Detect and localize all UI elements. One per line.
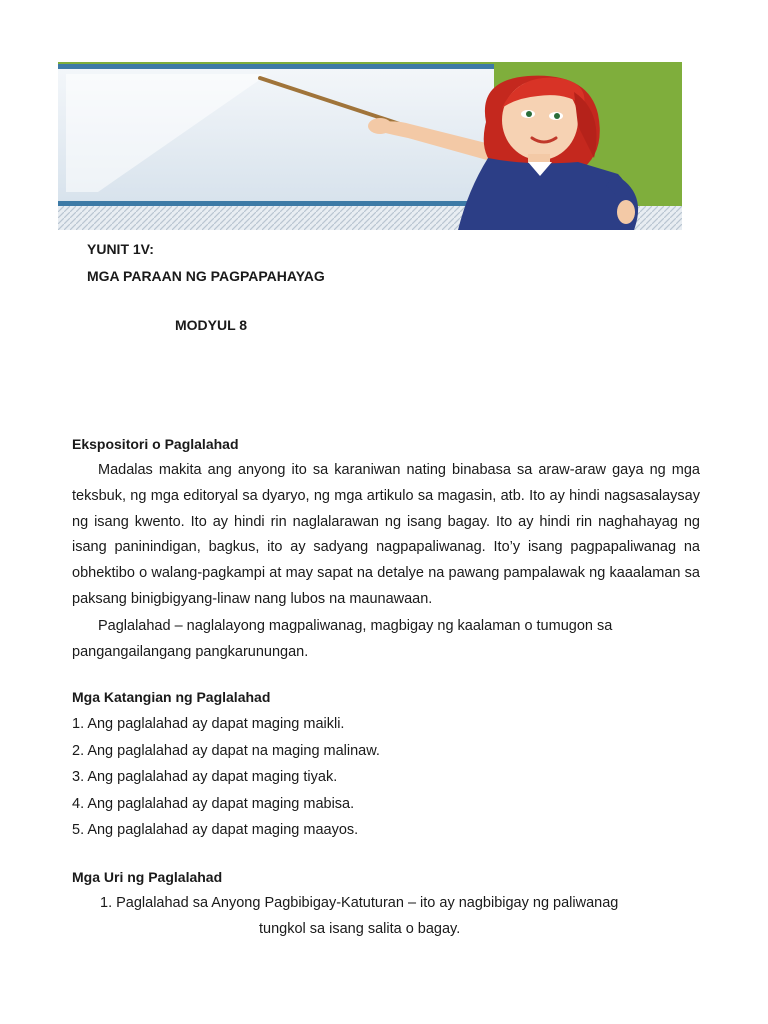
section-paragraph-ekspositori: Madalas makita ang anyong ito sa karaniwan nating binabasa sa araw-araw gaya ng mga teksbuk, ng mga editoryal sa dyaryo, ng mga artikulo sa magasin, atb. Ito ay hindi nagsasalaysay ng isang kwento. Ito ay hindi rin naglalarawan ng isang bagay. Ito ay hindi rin naghahayag ng isang paninindigan, bagkus, ito ay sadyang nagpapaliwanag. Ito’y isang pagpapaliwanag na obhektibo o walang-pagkampi at may sapat na detalye na pawang pampalawak ng kaaalaman sa paksang binigbigyang-linaw nang lubos na maunawaan. [72, 462, 700, 607]
list-item: 1. Ang paglalahad ay dapat maging maikli. [72, 716, 345, 732]
list-item: 2. Ang paglalahad ay dapat na maging malinaw. [72, 743, 380, 759]
list-item: 4. Ang paglalahad ay dapat maging mabisa. [72, 796, 355, 812]
section-heading-uri: Mga Uri ng Paglalahad [72, 869, 223, 885]
definition-paragraph: Paglalahad – naglalayong magpaliwanag, magbigay ng kaalaman o tumugon sa pangangailangang pangkarunungan. [72, 618, 613, 660]
section-heading-katangian: Mga Katangian ng Paglalahad [72, 689, 271, 705]
module-label: MODYUL 8 [175, 317, 248, 333]
list-item: 3. Ang paglalahad ay dapat maging tiyak. [72, 769, 338, 785]
unit-title: MGA PARAAN NG PAGPAPAHAYAG [87, 268, 325, 284]
section-heading-ekspositori: Ekspositori o Paglalahad [72, 436, 239, 452]
unit-label: YUNIT 1V: [87, 241, 154, 257]
uri-item-1-continuation: tungkol sa isang salita o bagay. [259, 921, 461, 937]
teacher-banner-image [58, 62, 682, 230]
teacher-illustration [58, 62, 682, 230]
list-item: 5. Ang paglalahad ay dapat maging maayos. [72, 822, 359, 838]
uri-item-1: 1. Paglalahad sa Anyong Pagbibigay-Katuturan – ito ay nagbibigay ng paliwanag [100, 895, 619, 911]
